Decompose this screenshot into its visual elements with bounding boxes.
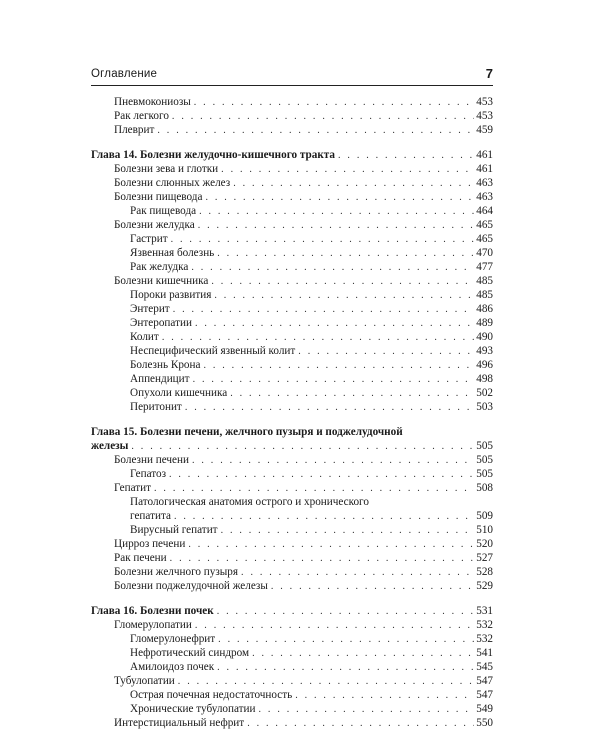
toc-chapter-title-cont: железы bbox=[91, 440, 129, 452]
toc-chapter-title: Глава 16. Болезни почек bbox=[91, 605, 214, 617]
toc-entry-page: 498 bbox=[476, 373, 493, 385]
toc-entry-title: Плеврит bbox=[114, 124, 155, 136]
toc-entry-page: 550 bbox=[476, 717, 493, 729]
toc-entry-title: Болезни желудка bbox=[114, 219, 195, 231]
toc-entry-page: 464 bbox=[476, 205, 493, 217]
toc-leader-dots bbox=[154, 482, 474, 495]
toc-entry-title: Болезни слюнных желез bbox=[114, 177, 231, 189]
toc-leader-dots bbox=[211, 275, 474, 288]
toc-entry-title: Вирусный гепатит bbox=[130, 524, 218, 536]
toc-leader-dots bbox=[185, 401, 474, 414]
toc-entry-page: 490 bbox=[476, 331, 493, 343]
toc-entry-page: 532 bbox=[476, 619, 493, 631]
toc-entry[interactable] bbox=[130, 509, 493, 523]
toc-leader-dots bbox=[233, 177, 474, 190]
toc-entry-page: 503 bbox=[476, 401, 493, 413]
toc-entry-title: Гепатит bbox=[114, 482, 152, 494]
toc-entry-title: Болезни поджелудочной железы bbox=[114, 580, 268, 592]
toc-entry-title: Острая почечная недостаточность bbox=[130, 689, 293, 701]
toc-leader-dots bbox=[217, 247, 474, 260]
toc-leader-dots bbox=[178, 675, 474, 688]
toc-leader-dots bbox=[188, 538, 474, 551]
toc-chapter-title: Глава 14. Болезни желудочно-кишечного тракта bbox=[91, 149, 336, 161]
toc-entry-page: 510 bbox=[476, 524, 493, 536]
toc-entry[interactable] bbox=[114, 109, 493, 123]
toc-entry-page: 496 bbox=[476, 359, 493, 371]
toc-entry-page: 485 bbox=[476, 289, 493, 301]
toc-entry[interactable] bbox=[130, 660, 493, 674]
toc-entry-title: Рак печени bbox=[114, 552, 167, 564]
toc-entry-page: 549 bbox=[476, 703, 493, 715]
toc-entry[interactable] bbox=[114, 674, 493, 688]
toc-entry[interactable] bbox=[130, 702, 493, 716]
toc-entry[interactable] bbox=[114, 176, 493, 190]
toc-entry[interactable] bbox=[130, 232, 493, 246]
toc-entry-page: 459 bbox=[476, 124, 493, 136]
toc-leader-dots bbox=[214, 289, 474, 302]
toc-leader-dots bbox=[295, 689, 474, 702]
toc-entry-title: Пневмокониозы bbox=[114, 96, 191, 108]
toc-entry[interactable] bbox=[130, 316, 493, 330]
toc-entry[interactable] bbox=[130, 358, 493, 372]
toc-entry[interactable] bbox=[130, 372, 493, 386]
toc-entry-page: 453 bbox=[476, 96, 493, 108]
header-rule bbox=[91, 85, 493, 86]
toc-leader-dots bbox=[252, 647, 474, 660]
toc-entry[interactable] bbox=[130, 523, 493, 537]
toc-entry-page: 477 bbox=[476, 261, 493, 273]
toc-entry[interactable] bbox=[114, 579, 493, 593]
toc-entry[interactable] bbox=[114, 162, 493, 176]
toc-leader-dots bbox=[169, 468, 474, 481]
toc-entry-page: 541 bbox=[476, 647, 493, 659]
toc-leader-dots bbox=[271, 580, 474, 593]
toc-entry-title: Рак желудка bbox=[130, 261, 189, 273]
toc-leader-dots bbox=[171, 233, 475, 246]
toc-entry[interactable] bbox=[130, 688, 493, 702]
toc-chapter-title: Глава 15. Болезни печени, желчного пузыря и поджелудочной bbox=[91, 426, 403, 438]
toc-entry-title: Болезнь Крона bbox=[130, 359, 201, 371]
toc-entry-title: Гломерулопатии bbox=[114, 619, 192, 631]
toc-entry[interactable] bbox=[114, 716, 493, 730]
toc-entry-page: 470 bbox=[476, 247, 493, 259]
toc-entry-title: Хронические тубулопатии bbox=[130, 703, 256, 715]
toc-entry-title: Опухоли кишечника bbox=[130, 387, 228, 399]
toc-entry-title-cont: гепатита bbox=[130, 510, 171, 522]
toc-chapter-15[interactable] bbox=[91, 439, 493, 453]
toc-chapter-page: 531 bbox=[476, 605, 493, 617]
toc-entry[interactable] bbox=[130, 330, 493, 344]
toc-entry-title: Болезни печени bbox=[114, 454, 189, 466]
toc-entry-page: 463 bbox=[476, 191, 493, 203]
toc-leader-dots bbox=[174, 510, 474, 523]
toc-entry-title: Тубулопатии bbox=[114, 675, 175, 687]
header-page-number: 7 bbox=[485, 66, 493, 81]
toc-entry[interactable] bbox=[130, 302, 493, 316]
toc-entry[interactable] bbox=[114, 565, 493, 579]
toc-entry[interactable] bbox=[130, 288, 493, 302]
toc-entry-title: Рак пищевода bbox=[130, 205, 197, 217]
toc-leader-dots bbox=[193, 373, 475, 386]
toc-entry-page: 465 bbox=[476, 219, 493, 231]
toc-entry[interactable] bbox=[130, 260, 493, 274]
toc-entry-title: Болезни зева и глотки bbox=[114, 163, 219, 175]
toc-leader-dots bbox=[221, 163, 474, 176]
toc-entry-title: Пороки развития bbox=[130, 289, 212, 301]
toc-entry[interactable] bbox=[130, 467, 493, 481]
toc-entry-page: 532 bbox=[476, 633, 493, 645]
toc-entry-page: 461 bbox=[476, 163, 493, 175]
header-title: Оглавление bbox=[91, 68, 158, 80]
toc-entry-title: Энтеропатии bbox=[130, 317, 192, 329]
toc-entry[interactable] bbox=[130, 344, 493, 358]
toc-entry[interactable] bbox=[114, 481, 493, 495]
toc-entry-page: 453 bbox=[476, 110, 493, 122]
toc-entry-title: Нефротический синдром bbox=[130, 647, 250, 659]
toc-entry-title: Гепатоз bbox=[130, 468, 166, 480]
toc-entry-page: 547 bbox=[476, 689, 493, 701]
toc-entry-page: 505 bbox=[476, 454, 493, 466]
toc-entry-title: Гломерулонефрит bbox=[130, 633, 216, 645]
toc-leader-dots bbox=[173, 303, 475, 316]
toc-entry-page: 502 bbox=[476, 387, 493, 399]
toc-entry-page: 547 bbox=[476, 675, 493, 687]
toc-leader-dots bbox=[191, 261, 474, 274]
toc-entry-page: 489 bbox=[476, 317, 493, 329]
toc-entry-page: 529 bbox=[476, 580, 493, 592]
toc-entry[interactable] bbox=[114, 123, 493, 137]
toc-entry-title: Язвенная болезнь bbox=[130, 247, 215, 259]
toc-leader-dots bbox=[192, 454, 474, 467]
toc-entry-page: 505 bbox=[476, 468, 493, 480]
toc-chapter-16[interactable] bbox=[91, 604, 493, 618]
toc-entry-page: 527 bbox=[476, 552, 493, 564]
toc-entry[interactable] bbox=[130, 632, 493, 646]
toc-entry-title: Перитонит bbox=[130, 401, 182, 413]
toc-entry[interactable] bbox=[114, 551, 493, 565]
toc-entry-page: 485 bbox=[476, 275, 493, 287]
toc-leader-dots bbox=[195, 317, 474, 330]
toc-entry-title: Колит bbox=[130, 331, 159, 343]
toc-entry-page: 528 bbox=[476, 566, 493, 578]
toc-leader-dots bbox=[217, 661, 474, 674]
toc-entry[interactable] bbox=[130, 386, 493, 400]
toc-entry-line1[interactable] bbox=[130, 495, 493, 509]
toc-leader-dots bbox=[157, 124, 474, 137]
toc-leader-dots bbox=[162, 331, 474, 344]
toc-chapter-page: 461 bbox=[476, 149, 493, 161]
toc-leader-dots bbox=[194, 96, 474, 109]
toc-leader-dots bbox=[131, 440, 474, 453]
toc-chapter-page: 505 bbox=[476, 440, 493, 452]
toc-entry-title: Болезни кишечника bbox=[114, 275, 209, 287]
toc-entry-title: Неспецифический язвенный колит bbox=[130, 345, 296, 357]
toc-entry-page: 493 bbox=[476, 345, 493, 357]
toc-leader-dots bbox=[205, 191, 474, 204]
toc-entry-title: Амилоидоз почек bbox=[130, 661, 215, 673]
toc-entry-title: Энтерит bbox=[130, 303, 170, 315]
toc-entry[interactable] bbox=[130, 646, 493, 660]
toc-entry-page: 520 bbox=[476, 538, 493, 550]
toc-entry-title: Болезни пищевода bbox=[114, 191, 203, 203]
toc-leader-dots bbox=[259, 703, 475, 716]
toc-entry[interactable] bbox=[130, 400, 493, 414]
toc-leader-dots bbox=[198, 219, 475, 232]
toc-entry[interactable] bbox=[114, 218, 493, 232]
toc-leader-dots bbox=[247, 717, 474, 730]
toc-entry-title: Патологическая анатомия острого и хронического bbox=[130, 496, 369, 508]
toc-leader-dots bbox=[298, 345, 474, 358]
toc-leader-dots bbox=[218, 633, 474, 646]
toc-entry-title: Гастрит bbox=[130, 233, 168, 245]
toc-entry-title: Рак легкого bbox=[114, 110, 169, 122]
toc-entry-title: Интерстициальный нефрит bbox=[114, 717, 245, 729]
toc-leader-dots bbox=[230, 387, 474, 400]
toc-entry-title: Аппендицит bbox=[130, 373, 190, 385]
toc-chapter-14[interactable] bbox=[91, 148, 493, 162]
toc-entry[interactable] bbox=[130, 204, 493, 218]
toc-entry[interactable] bbox=[114, 618, 493, 632]
toc-entry-page: 545 bbox=[476, 661, 493, 673]
toc-entry[interactable] bbox=[114, 537, 493, 551]
toc-entry-title: Болезни желчного пузыря bbox=[114, 566, 239, 578]
toc-leader-dots bbox=[338, 149, 474, 162]
toc-leader-dots bbox=[172, 110, 474, 123]
toc-entry-page: 486 bbox=[476, 303, 493, 315]
toc-leader-dots bbox=[221, 524, 475, 537]
toc-chapter-15-line1[interactable] bbox=[91, 425, 493, 439]
toc-entry-page: 509 bbox=[476, 510, 493, 522]
toc-leader-dots bbox=[199, 205, 474, 218]
toc-entry[interactable] bbox=[130, 246, 493, 260]
toc-entry-page: 463 bbox=[476, 177, 493, 189]
toc-leader-dots bbox=[203, 359, 474, 372]
toc-entry-page: 508 bbox=[476, 482, 493, 494]
running-header bbox=[91, 66, 493, 84]
toc-entry[interactable] bbox=[114, 274, 493, 288]
toc-entry[interactable] bbox=[114, 190, 493, 204]
toc-entry-title: Цирроз печени bbox=[114, 538, 186, 550]
toc-leader-dots bbox=[217, 605, 475, 618]
toc-leader-dots bbox=[241, 566, 474, 579]
toc-entry[interactable] bbox=[114, 453, 493, 467]
toc-leader-dots bbox=[170, 552, 475, 565]
toc-entry[interactable] bbox=[114, 95, 493, 109]
toc-entry-page: 465 bbox=[476, 233, 493, 245]
toc-leader-dots bbox=[195, 619, 474, 632]
